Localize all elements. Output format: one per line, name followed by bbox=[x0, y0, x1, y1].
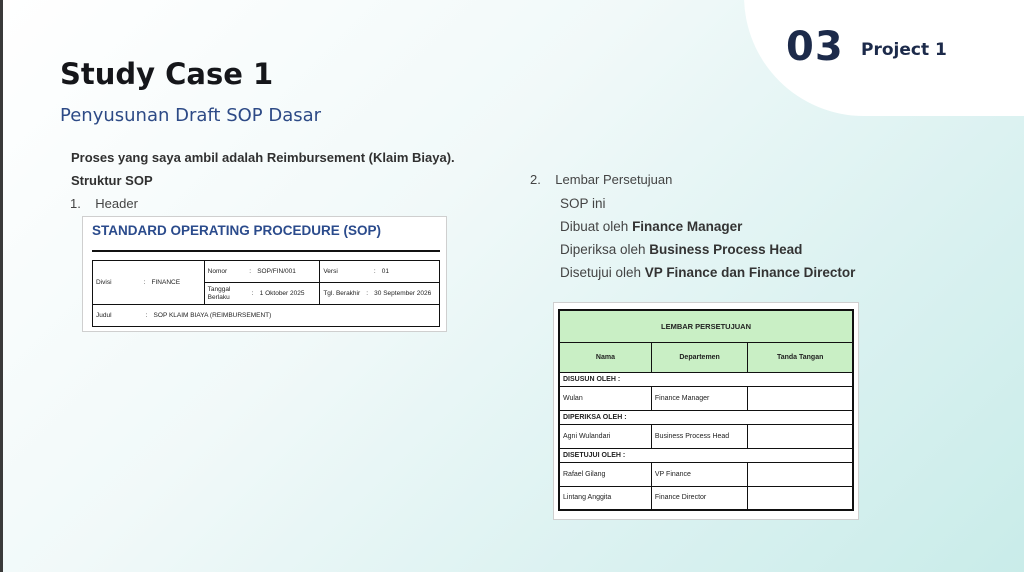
col-nama: Nama bbox=[559, 342, 651, 372]
approval-line-made bbox=[560, 219, 742, 234]
table-row bbox=[559, 424, 853, 448]
sop-header-figure bbox=[82, 216, 447, 332]
approved-prefix: Disetujui oleh bbox=[560, 265, 645, 280]
versi-cell: Versi : 01 bbox=[320, 261, 440, 283]
table-row bbox=[559, 386, 853, 410]
intro-text: Proses yang saya ambil adalah Reimbursement (Klaim Biaya). bbox=[71, 150, 455, 165]
col-departemen: Departemen bbox=[651, 342, 747, 372]
structure-label: Struktur SOP bbox=[71, 173, 153, 188]
list-item-approval: 2. Lembar Persetujuan bbox=[530, 172, 673, 187]
approval-line-approved bbox=[560, 265, 855, 280]
row-nama: Rafael Gilang bbox=[559, 462, 651, 486]
section-disusun: DISUSUN OLEH : bbox=[559, 372, 853, 386]
row-signature bbox=[748, 424, 853, 448]
section-diperiksa: DIPERIKSA OLEH : bbox=[559, 410, 853, 424]
made-prefix: Dibuat oleh bbox=[560, 219, 633, 234]
col-tanda-tangan: Tanda Tangan bbox=[748, 342, 853, 372]
row-departemen: VP Finance bbox=[651, 462, 747, 486]
sop-title: STANDARD OPERATING PROCEDURE (SOP) bbox=[92, 223, 382, 238]
sop-header-table bbox=[92, 260, 440, 327]
row-signature bbox=[748, 486, 853, 510]
row-signature bbox=[748, 386, 853, 410]
row-departemen: Finance Manager bbox=[651, 386, 747, 410]
section-disetujui: DISETUJUI OLEH : bbox=[559, 448, 853, 462]
judul-cell: Judul : SOP KLAIM BIAYA (REIMBURSEMENT) bbox=[93, 305, 440, 327]
row-departemen: Finance Director bbox=[651, 486, 747, 510]
slide-number: 03 bbox=[786, 24, 844, 70]
checked-by: Business Process Head bbox=[649, 242, 803, 257]
tanggal-berakhir-cell: Tgl. Berakhir : 30 September 2026 bbox=[320, 283, 440, 305]
checked-prefix: Diperiksa oleh bbox=[560, 242, 650, 257]
approval-line-checked bbox=[560, 242, 802, 257]
approval-table-title: LEMBAR PERSETUJUAN bbox=[559, 310, 853, 342]
list-item-header: 1. Header bbox=[70, 196, 138, 211]
approved-by: VP Finance dan Finance Director bbox=[644, 265, 856, 280]
slide-left-border bbox=[0, 0, 3, 572]
section-label: Project 1 bbox=[861, 40, 947, 60]
approval-table bbox=[558, 309, 854, 511]
slide-subtitle: Penyusunan Draft SOP Dasar bbox=[60, 105, 322, 126]
slide-title: Study Case 1 bbox=[60, 57, 274, 91]
row-nama: Lintang Anggita bbox=[559, 486, 651, 510]
row-nama: Agni Wulandari bbox=[559, 424, 651, 448]
row-nama: Wulan bbox=[559, 386, 651, 410]
tanggal-berlaku-cell: Tanggal Berlaku : 1 Oktober 2025 bbox=[204, 283, 320, 305]
approval-line-1: SOP ini bbox=[560, 196, 606, 211]
nomor-cell: Nomor : SOP/FIN/001 bbox=[204, 261, 320, 283]
made-by: Finance Manager bbox=[632, 219, 743, 234]
table-row bbox=[559, 486, 853, 510]
row-departemen: Business Process Head bbox=[651, 424, 747, 448]
divisi-cell: Divisi : FINANCE bbox=[93, 261, 205, 305]
sop-title-rule bbox=[92, 250, 440, 252]
table-row bbox=[559, 462, 853, 486]
approval-sheet-figure bbox=[553, 302, 859, 520]
row-signature bbox=[748, 462, 853, 486]
